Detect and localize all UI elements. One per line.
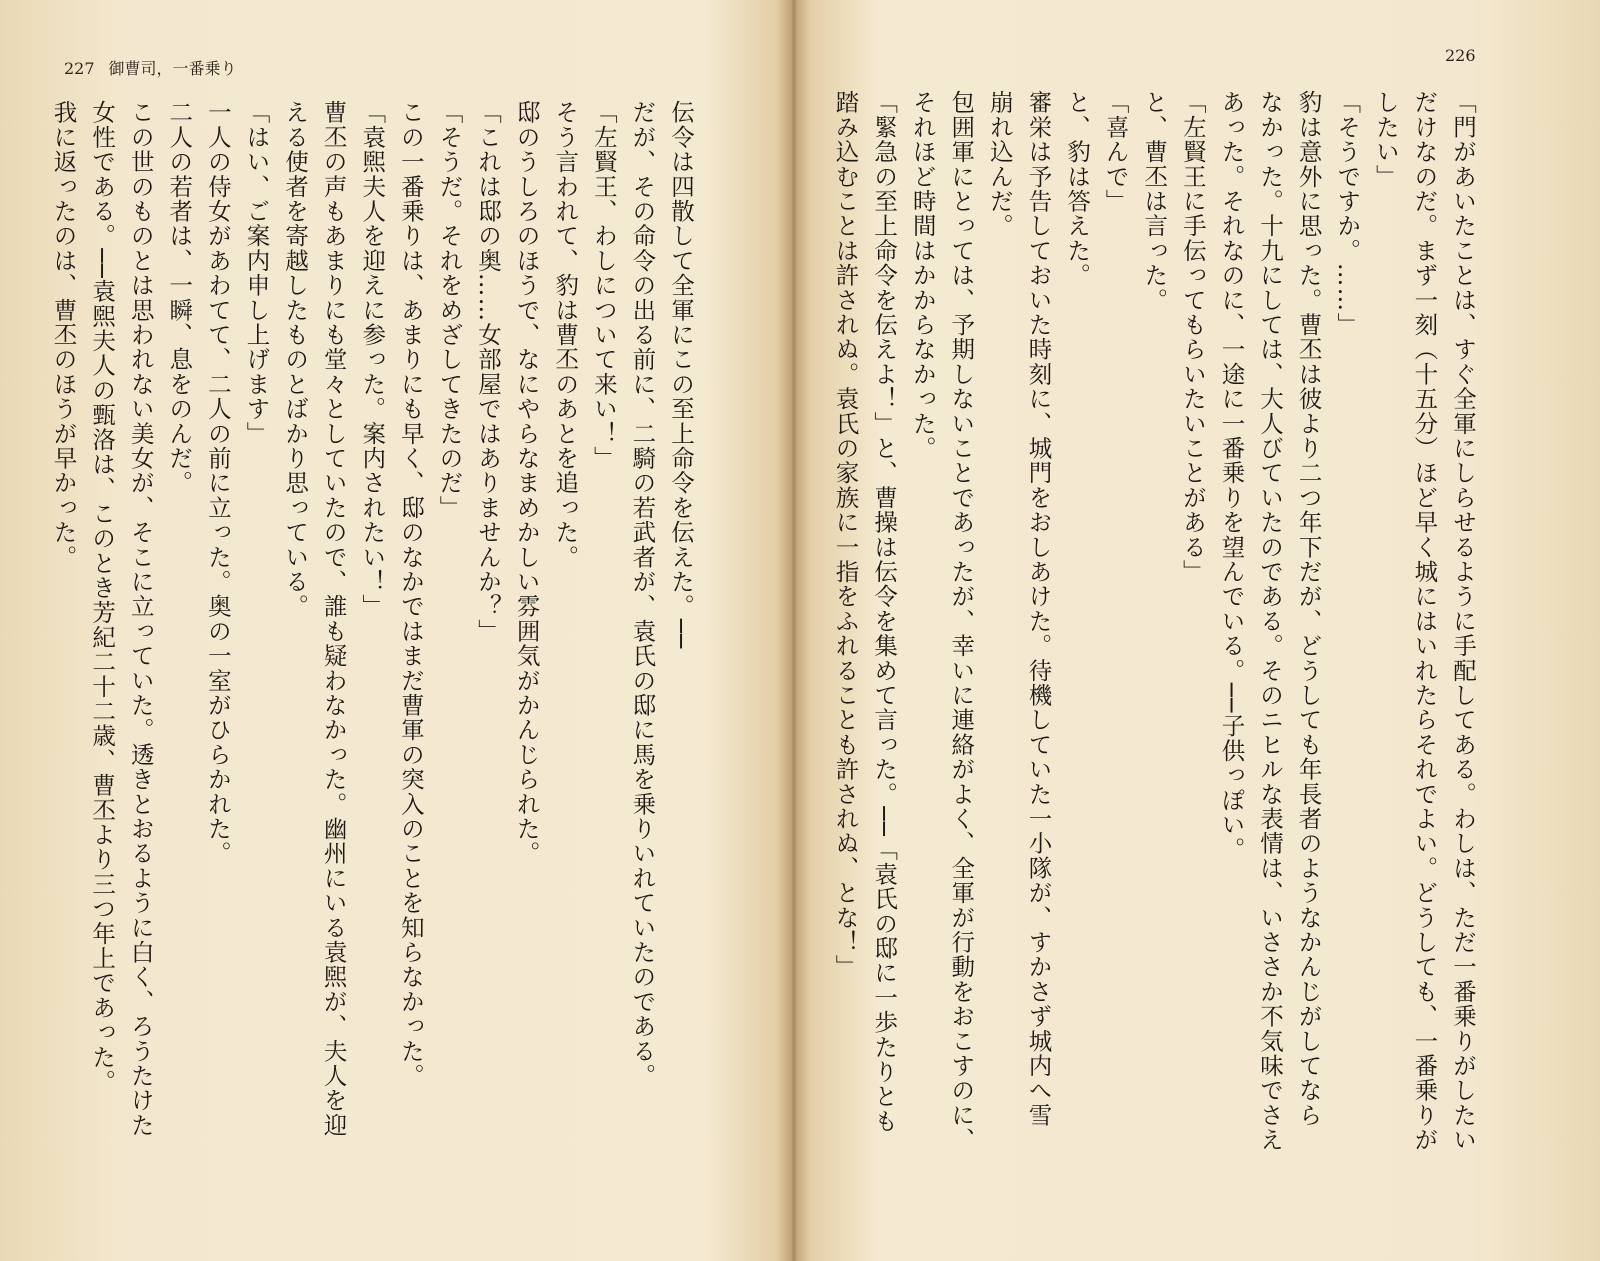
text-line: 女性である。──袁煕夫人の甄洛は、このとき芳紀二十二歳、曹丕より三つ年上であった。	[88, 100, 117, 1094]
text-line: そう言われて、豹は曹丕のあとを追った。	[551, 100, 580, 570]
text-line: それほど時間はかからなかった。	[908, 90, 937, 461]
right-page	[810, 0, 1600, 1261]
left-page-body	[49, 100, 700, 1230]
text-line: 「喜んで」	[1101, 90, 1130, 214]
text-line: 「左賢王に手伝ってもらいたいことがある」	[1178, 90, 1207, 584]
text-line: この世のものとは思われない美女が、そこに立っていた。透きとおるように白く、ろうたけた	[126, 100, 155, 1138]
text-line: 審栄は予告しておいた時刻に、城門をおしあけた。待機していた一小隊が、すかさず城内へ雪	[1024, 90, 1053, 1128]
text-line: 二人の若者は、一瞬、息をのんだ。	[165, 100, 194, 496]
text-line: 伝令は四散して全軍にこの至上命令を伝えた。──	[667, 100, 695, 650]
text-line: 曹丕の声もあまりにも堂々としていたので、誰も疑わなかった。幽州にいる袁煕が、夫人を迎	[319, 100, 348, 1138]
text-line: 踏み込むことは許されぬ。袁氏の家族に一指をふれることも許されぬ、とな！」	[831, 90, 860, 980]
text-line: 「袁煕夫人を迎えに参った。案内されたい！」	[358, 100, 387, 619]
text-line: える使者を寄越したものとばかり思っている。	[281, 100, 310, 619]
text-line: 一人の侍女があわてて、二人の前に立った。奥の一室がひらかれた。	[203, 100, 232, 866]
left-page-number: 227	[64, 59, 95, 78]
left-page	[0, 0, 790, 1261]
text-line: この一番乗りは、あまりにも早く、邸のなかではまだ曹軍の突入のことを知らなかった。	[396, 100, 425, 1088]
text-line: 「緊急の至上命令を伝えよ！」と、曹操は伝令を集めて言った。──「袁氏の邸に一歩たりとも	[870, 90, 899, 1134]
text-line: 「左賢王、わしについて来い！」	[589, 100, 618, 471]
text-line: 我に返ったのは、曹丕のほうが早かった。	[49, 100, 78, 570]
text-line: だけなのだ。まず一刻（十五分）ほど早く城にはいれたらそれでよい。どうしても、一番乗りが	[1410, 90, 1439, 1153]
text-line: あった。それなのに、一途に一番乗りを望んでいる。──子供っぽい。	[1217, 90, 1246, 862]
text-line: と、曹丕は言った。	[1140, 90, 1169, 313]
text-line: したい」	[1371, 90, 1400, 189]
text-line: だが、その命令の出る前に、二騎の若武者が、袁氏の邸に馬を乗りいれていたのである。	[628, 100, 657, 1088]
text-line: 邸のうしろのほうで、なにやらなまめかしい雰囲気がかんじられた。	[512, 100, 541, 866]
left-page-header	[64, 56, 237, 79]
text-line: 包囲軍にとっては、予期しないことであったが、幸いに連絡がよく、全軍が行動をおこすのに、	[947, 90, 976, 1153]
text-line: 「そうですか。……」	[1333, 90, 1362, 337]
text-line: 「そうだ。それをめざしてきたのだ」	[435, 100, 464, 520]
text-line: 「はい、ご案内申し上げます」	[242, 100, 271, 446]
right-page-body	[812, 90, 1482, 1220]
text-line: 豹は意外に思った。曹丕は彼より二つ年下だが、どうしても年長者のようなかんじがしてなら	[1294, 90, 1323, 1128]
text-line: なかった。十九にしては、大人びていたのである。そのニヒルな表情は、いささか不気味でさえ	[1256, 90, 1285, 1153]
text-line: と、豹は答えた。	[1063, 90, 1092, 288]
text-line: 「これは邸の奥……女部屋ではありませんか？」	[474, 100, 503, 644]
text-line: 崩れ込んだ。	[985, 90, 1014, 239]
text-line: 「門があいたことは、すぐ全軍にしらせるように手配してある。わしは、ただ一番乗りがしたい	[1449, 90, 1477, 1153]
running-head: 御曹司，一番乗り	[108, 59, 237, 78]
right-page-number: 226	[1445, 46, 1476, 65]
